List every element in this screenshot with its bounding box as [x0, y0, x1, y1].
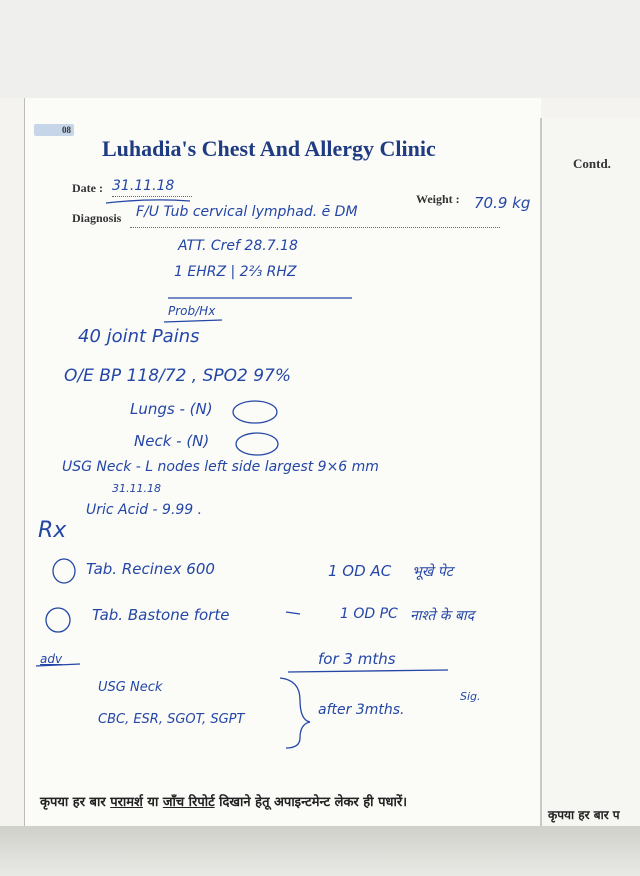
weight-label: Weight :	[416, 192, 460, 206]
complaint: 40 joint Pains	[78, 326, 200, 347]
medicine-2-dose: 1 OD PC	[340, 606, 398, 622]
rx-symbol: Rx	[38, 518, 67, 543]
doctor-signature: Sig.	[460, 690, 481, 703]
notice-report: जाँच रिपोर्ट	[162, 795, 215, 810]
advice-label: adv	[40, 652, 63, 666]
medicine-1: Tab. Recinex 600	[86, 560, 215, 578]
contd-label: Contd.	[573, 156, 611, 171]
scanner-margin	[0, 0, 640, 98]
usg-finding: USG Neck - L nodes left side largest 9×6 mm	[62, 459, 379, 475]
test-2: CBC, ESR, SGOT, SGPT	[98, 712, 245, 727]
bottom-margin	[0, 826, 640, 876]
examination: O/E BP 118/72 , SPO2 97%	[64, 366, 292, 386]
next-page-notice-fragment: कृपया हर बार प	[548, 808, 620, 822]
lungs-finding: Lungs - (N)	[130, 400, 213, 418]
medicine-2-hindi: नाश्ते के बाद	[410, 608, 475, 624]
notice-part-3: दिखाने हेतू अपाइन्टमेन्ट लेकर ही पधारें।	[214, 795, 408, 810]
date-line	[112, 196, 192, 197]
regimen-line: 1 EHRZ | 2⅔ RHZ	[174, 264, 297, 280]
clinic-title: Luhadia's Chest And Allergy Clinic	[102, 136, 436, 161]
uric-acid: Uric Acid - 9.99 .	[86, 502, 203, 518]
appointment-notice	[40, 792, 407, 810]
notice-part-2: या	[142, 795, 163, 810]
complaint-heading: Prob/Hx	[168, 304, 216, 318]
medicine-2: Tab. Bastone forte	[92, 606, 230, 624]
duration: for 3 mths	[318, 650, 396, 668]
after-note: after 3mths.	[318, 702, 405, 718]
notice-part-1: कृपया हर बार	[40, 795, 111, 810]
page-number: 08	[62, 125, 71, 135]
medicine-1-dose: 1 OD AC	[328, 562, 392, 580]
notice-consultation: परामर्श	[110, 795, 143, 810]
weight-value: 70.9 kg	[474, 194, 531, 212]
att-start-line: ATT. Cref 28.7.18	[178, 238, 298, 254]
next-page-edge	[540, 118, 640, 838]
neck-finding: Neck - (N)	[134, 432, 210, 450]
diagnosis-line	[130, 227, 500, 228]
usg-date: 31.11.18	[112, 482, 161, 495]
diagnosis-value: F/U Tub cervical lymphad. ē DM	[136, 204, 358, 220]
date-label: Date :	[72, 181, 103, 195]
test-1: USG Neck	[98, 680, 163, 695]
diagnosis-label: Diagnosis	[72, 211, 122, 225]
date-value: 31.11.18	[112, 178, 175, 194]
medicine-1-hindi: भूखे पेट	[412, 564, 453, 580]
